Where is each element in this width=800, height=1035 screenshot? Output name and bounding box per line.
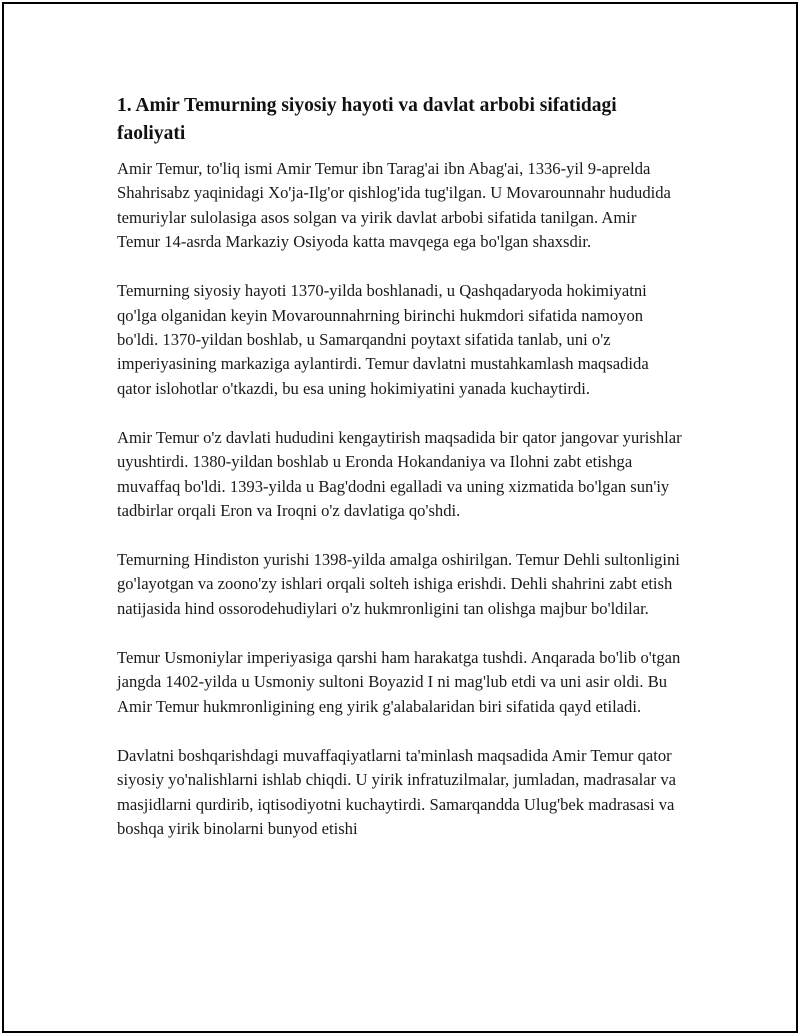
paragraph-2: Temurning siyosiy hayoti 1370-yilda boshlanadi, u Qashqadaryoda hokimiyatni qo'lga olganidan keyin Movarounnahrning birinchi hukmdori sifatida namoyon bo'ldi. 1370-yildan boshlab, u Samarqandni poytaxt sifatida tanlab, uni o'z imperiyasining markaziga aylantirdi. Temur davlatni mustahkamlash maqsadida qator islohotlar o'tkazdi, bu esa uning hokimiyatini yanada kuchaytirdi.	[117, 281, 649, 398]
paragraph-4: Temurning Hindiston yurishi 1398-yilda amalga oshirilgan. Temur Dehli sultonligini go'layotgan va zoono'zy ishlari orqali solteh ishiga erishdi. Dehli shahrini zabt etish natijasida hind ossorodehudiylari o'z hukmronligini tan olishga majbur bo'ldilar.	[117, 550, 680, 618]
document-body	[117, 92, 683, 841]
paragraph-5: Temur Usmoniylar imperiyasiga qarshi ham harakatga tushdi. Anqarada bo'lib o'tgan jangda 1402-yilda u Usmoniy sultoni Boyazid I ni mag'lub etdi va uni asir oldi. Bu Amir Temur hukmronligining eng yirik g'alabalaridan biri sifatida qayd etiladi.	[117, 647, 681, 716]
section-heading: 1. Amir Temurning siyosiy hayoti va davlat arbobi sifatidagi faoliyati	[117, 95, 617, 144]
paragraph-3: Amir Temur o'z davlati hududini kengaytirish maqsadida bir qator jangovar yurishlar uyushtirdi. 1380-yildan boshlab u Eronda Hokandaniya va Ilohni zabt etishga muvaffaq bo'ldi. 1393-yilda u Bag'dodni egalladi va uning xizmatida bo'lgan sun'iy tadbirlar orqali Eron va Iroqni o'z davlatiga qo'shdi.	[117, 427, 682, 521]
paragraph-1: Amir Temur, to'liq ismi Amir Temur ibn Tarag'ai ibn Abag'ai, 1336-yil 9-aprelda Shahrisabz yaqinidagi Xo'ja-Ilg'or qishlog'ida tug'ilgan. U Movarounnahr hududida temuriylar sulolasiga asos solgan va yirik davlat arbobi sifatida tanilgan. Amir Temur 14-asrda Markaziy Osiyoda katta mavqega ega bo'lgan shaxsdir.	[117, 159, 671, 252]
paragraph-6: Davlatni boshqarishdagi muvaffaqiyatlarni ta'minlash maqsadida Amir Temur qator siyosiy yo'nalishlarni ishlab chiqdi. U yirik infratuzilmalar, jumladan, madrasalar va masjidlarni qurdirib, iqtisodiyotni kuchaytirdi. Samarqandda Ulug'bek madrasasi va boshqa yirik binolarni bunyod etishi	[117, 745, 676, 838]
